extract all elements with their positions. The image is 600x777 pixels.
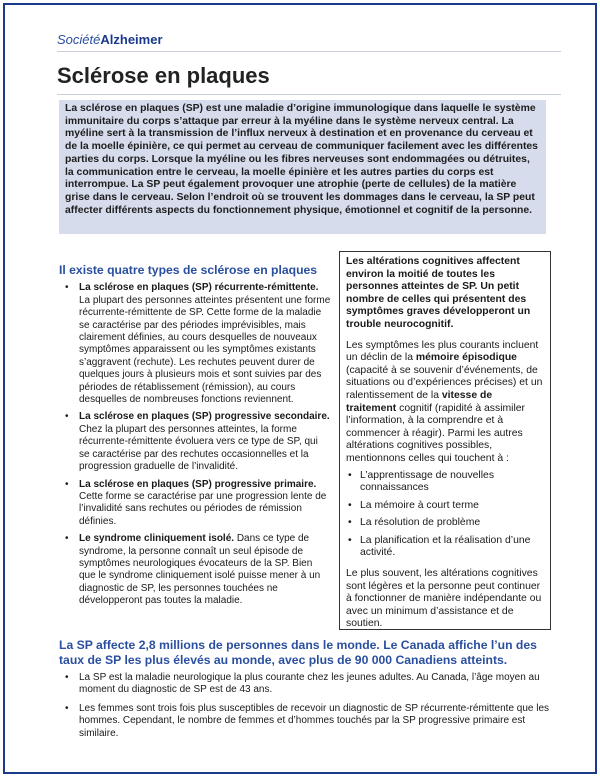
list-item-text: La SP est la maladie neurologique la plus courante chez les jeunes adultes. Au Canada, l’âge moyen au moment du diagnostic de SP est de 43 ans. xyxy=(79,672,540,696)
sidebar-lead: Les altérations cognitives affectent environ la moitié de toutes les personnes atteintes de SP. Un petit nombre de celles qui présentent des symptômes graves développeront un trouble neurocognitif. xyxy=(346,256,531,330)
list-item xyxy=(59,411,331,473)
type-name: La sclérose en plaques (SP) progressive primaire. xyxy=(79,478,317,490)
bullet-icon: • xyxy=(348,517,352,529)
stat-heading: La SP affecte 2,8 millions de personnes dans le monde. Le Canada affiche l’un des taux de SP les plus élevés au monde, avec plus de 90 000 Canadiens atteints. xyxy=(59,638,537,667)
type-description: La plupart des personnes atteintes présentent une forme récurrente-rémittente de SP. Cette forme de la maladie se caractérise par des périodes imprévisibles, mais clairement définies, au cours desquelles de nouveaux symptômes apparaissent ou les symptômes existants s’aggravent (rechute). Les rechutes peuvent durer de quelques jours à plusieurs mois et sont suivies par des périodes de rétablissement (rémission), au cours desquelles de nombreuses fonctions reviennent. xyxy=(79,294,331,406)
list-item xyxy=(59,282,331,406)
bullet-icon: • xyxy=(65,478,69,490)
list-item xyxy=(346,500,544,513)
list-item xyxy=(59,672,551,697)
list-item-text: Les femmes sont trois fois plus susceptibles de recevoir un diagnostic de SP récurrente-rémittente que les hommes. Cependant, le nombre de femmes et d’hommes touchés par la SP progressive primaire est similaire. xyxy=(79,702,550,739)
list-item xyxy=(59,479,331,529)
intro-paragraph: La sclérose en plaques (SP) est une maladie d’origine immunologique dans laquelle le système immunitaire du corps s’attaque par erreur à la myéline dans le système nerveux central. La myéline sert à la transmission de l’influx nerveux à destination et en provenance du cerveau et de la moelle épinière, ce qui permet au cerveau de communiquer facilement avec les différentes parties du corps. Lorsque la myéline ou les fibres nerveuses sont endommagées ou détruites, la communication entre le cerveau, la moelle épinière et les autres parties du corps est interrompue. La SP peut également provoquer une atrophie (perte de cellules) de la matière grise dans le cerveau. Selon l’endroit où se trouvent les dommages dans le cerveau, la SP peut affecter différents aspects du fonctionnement physique, émotionnel et cognitif de la personne. xyxy=(59,100,546,234)
bullet-icon: • xyxy=(348,499,352,511)
type-name: Le syndrome cliniquement isolé. xyxy=(79,533,235,545)
types-section xyxy=(59,264,331,613)
list-item xyxy=(346,517,544,530)
type-description: Chez la plupart des personnes atteintes, la forme récurrente-rémittente évoluera vers ce type de SP, qui se caractérise par des rechutes occasionnelles et la progression graduelle de l’invalidité. xyxy=(79,423,318,473)
list-item-text: La résolution de problème xyxy=(360,517,481,529)
bullet-icon: • xyxy=(348,534,352,546)
bullet-icon: • xyxy=(65,672,69,683)
types-list xyxy=(59,282,331,607)
sidebar-paragraph xyxy=(346,340,544,466)
list-item-text: L’apprentissage de nouvelles connaissances xyxy=(360,469,495,494)
list-item-text: La planification et la réalisation d’une activité. xyxy=(360,534,531,559)
emphasis: mémoire épisodique xyxy=(415,352,517,364)
sidebar-closing: Le plus souvent, les altérations cognitives sont légères et la personne peut continuer à fonctionner de manière indépendante ou avec un minimum d’assistance et de soutien. xyxy=(346,568,542,630)
text-run: cognitif (rapidité à assimiler l’information, à la comprendre et à commencer à réagir). Parmi les autres altérations cognitives possibles, mentionnons celles qui touchent à : xyxy=(346,402,526,464)
text-run: Les symptômes les plus courants incluent un déclin de la xyxy=(346,339,539,364)
title-divider xyxy=(57,94,561,95)
types-heading: Il existe quatre types de sclérose en plaques xyxy=(59,263,318,277)
page-frame xyxy=(3,3,597,774)
type-name: La sclérose en plaques (SP) progressive secondaire. xyxy=(79,411,330,423)
list-item xyxy=(59,533,331,607)
logo xyxy=(57,32,163,47)
type-description: Cette forme se caractérise par une progression lente de l’invalidité sans rechutes ou périodes de rémission définies. xyxy=(79,490,327,527)
cognitive-sidebar xyxy=(339,251,551,630)
type-description: Dans ce type de syndrome, la personne connaît un seul épisode de symptômes neurologiques évocateurs de la SP. Bien que le syndrome cliniquement isolé puisse mener à un diagnostic de SP, les personnes touchées ne développeront pas toutes la maladie. xyxy=(79,533,321,607)
list-item xyxy=(59,703,551,740)
bullet-icon: • xyxy=(65,533,69,545)
facts-list xyxy=(59,672,551,740)
list-item-text: La mémoire à court terme xyxy=(360,499,479,511)
top-divider xyxy=(57,51,561,52)
list-item xyxy=(346,470,544,495)
bullet-icon: • xyxy=(65,702,69,714)
logo-part-1: Société xyxy=(57,32,101,47)
bullet-icon: • xyxy=(65,282,69,294)
bullet-icon: • xyxy=(348,469,352,481)
type-name: La sclérose en plaques (SP) récurrente-rémittente. xyxy=(79,282,319,294)
facts-section xyxy=(59,672,551,746)
page-title: Sclérose en plaques xyxy=(57,63,270,88)
logo-part-2: Alzheimer xyxy=(100,32,163,47)
emphasis: vitesse de traitement xyxy=(346,389,493,414)
text-run: (capacité à se souvenir d’événements, de situations ou d’expériences précises) et un ralentissement de la xyxy=(346,364,543,401)
list-item xyxy=(346,535,544,560)
bullet-icon: • xyxy=(65,411,69,423)
cognitive-list xyxy=(346,470,544,561)
